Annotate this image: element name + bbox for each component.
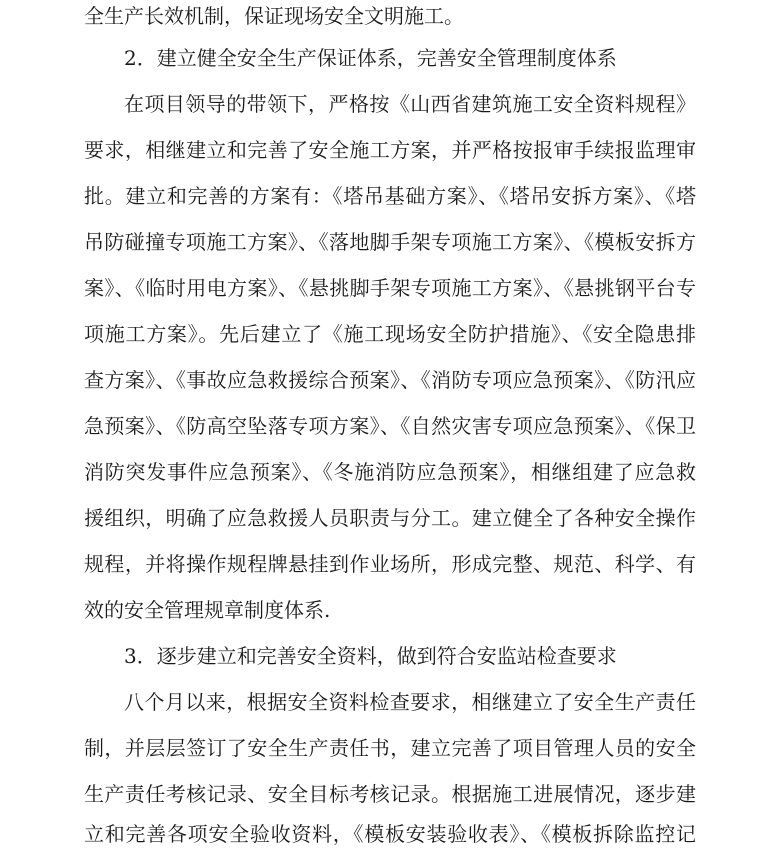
text-line: 项施工方案》。先后建立了《施工现场安全防护措施》、《安全隐患排 <box>84 322 696 346</box>
text-line: 援组织，明确了应急救援人员职责与分工。建立健全了各种安全操作 <box>84 506 696 530</box>
text-line: 批。建立和完善的方案有：《塔吊基础方案》、《塔吊安拆方案》、《塔 <box>84 184 696 208</box>
text-line: 立和完善各项安全验收资料，《模板安装验收表》、《模板拆除监控记 <box>84 822 696 846</box>
text-line: 消防突发事件应急预案》、《冬施消防应急预案》，相继组建了应急救 <box>84 460 696 484</box>
text-line: 规程，并将操作规程牌悬挂到作业场所，形成完整、规范、科学、有 <box>84 552 696 576</box>
text-line: 全生产长效机制，保证现场安全文明施工。 <box>84 4 464 28</box>
text-line: 吊防碰撞专项施工方案》、《落地脚手架专项施工方案》、《模板安拆方 <box>84 230 696 254</box>
section-heading: 3．逐步建立和完善安全资料，做到符合安监站检查要求 <box>124 644 617 668</box>
text-line: 查方案》、《事故应急救援综合预案》、《消防专项应急预案》、《防汛应 <box>84 368 696 392</box>
text-line: 在项目领导的带领下，严格按《山西省建筑施工安全资料规程》 <box>124 92 696 116</box>
section-heading: 2．建立健全安全生产保证体系，完善安全管理制度体系 <box>124 46 617 70</box>
text-line: 案》、《临时用电方案》、《悬挑脚手架专项施工方案》、《悬挑钢平台专 <box>84 276 696 300</box>
text-line: 要求，相继建立和完善了安全施工方案，并严格按报审手续报监理审 <box>84 138 696 162</box>
text-line: 生产责任考核记录、安全目标考核记录。根据施工进展情况，逐步建 <box>84 782 696 806</box>
text-line: 效的安全管理规章制度体系. <box>84 598 331 622</box>
text-line: 急预案》、《防高空坠落专项方案》、《自然灾害专项应急预案》、《保卫 <box>84 414 696 438</box>
text-line: 制，并层层签订了安全生产责任书，建立完善了项目管理人员的安全 <box>84 736 696 760</box>
text-line: 八个月以来，根据安全资料检查要求，相继建立了安全生产责任 <box>124 690 696 714</box>
